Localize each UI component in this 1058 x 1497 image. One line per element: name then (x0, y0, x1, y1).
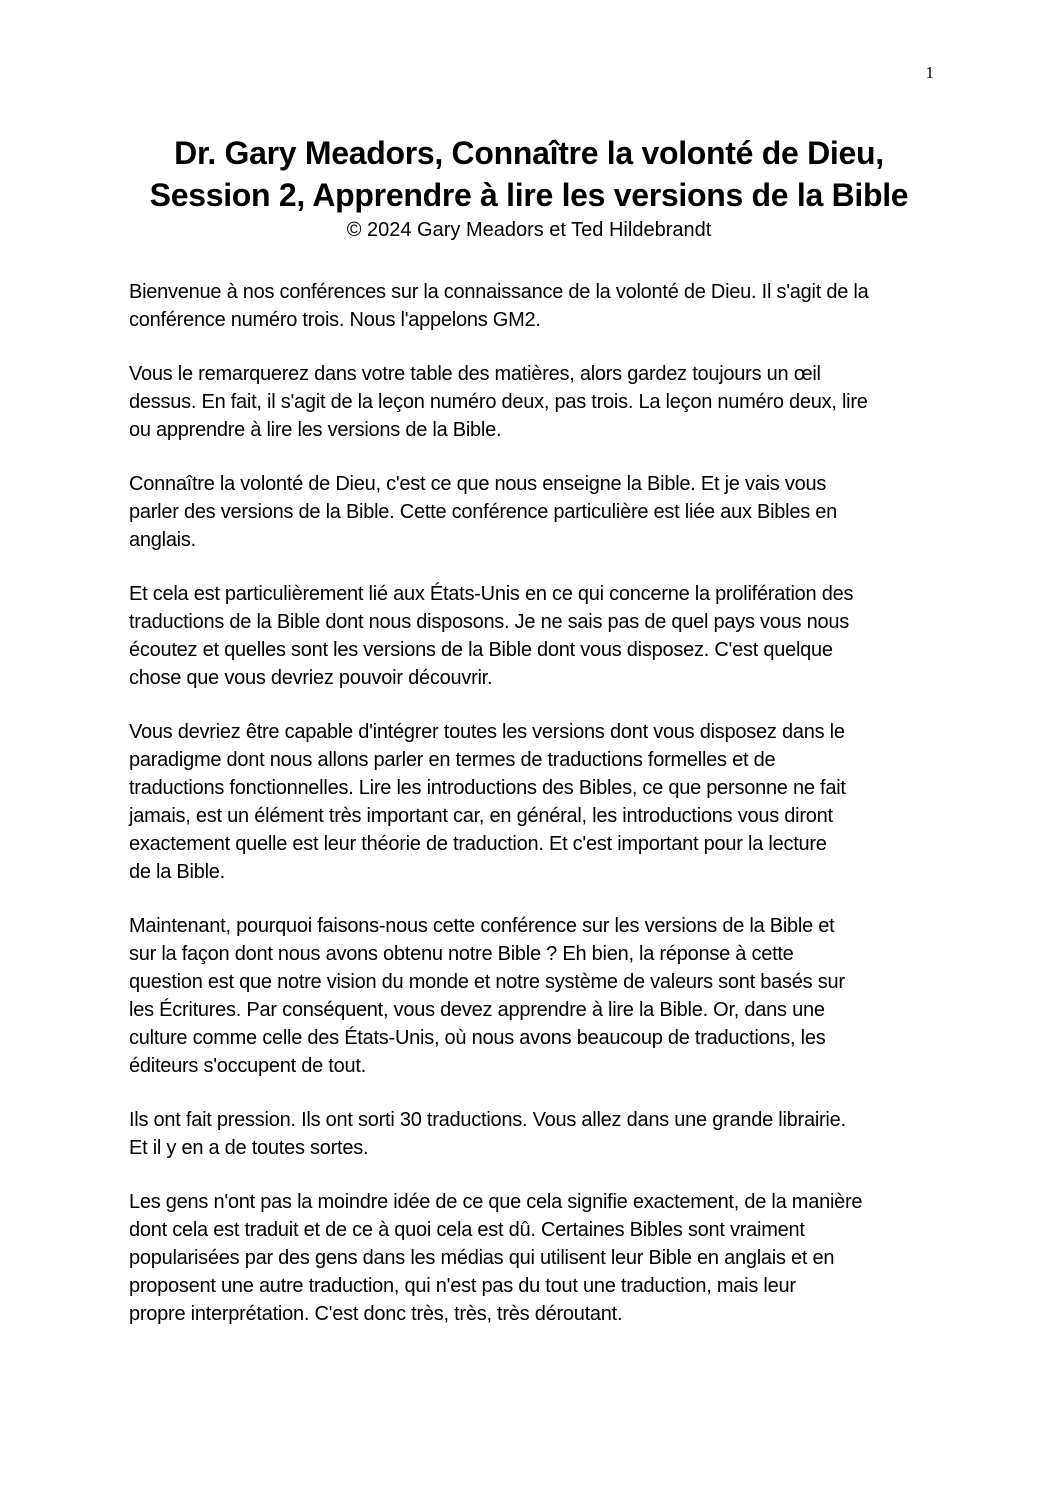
paragraph-7 (129, 1106, 939, 1162)
document-title-line-1: Dr. Gary Meadors, Connaître la volonté de Dieu, (174, 135, 884, 171)
paragraph-1 (129, 278, 939, 334)
paragraph-2 (129, 360, 939, 444)
paragraph-line: question est que notre vision du monde et notre système de valeurs sont basés sur (129, 971, 845, 993)
paragraph-line: Et cela est particulièrement lié aux États-Unis en ce qui concerne la prolifération des (129, 583, 854, 605)
paragraph-line: Ils ont fait pression. Ils ont sorti 30 traductions. Vous allez dans une grande librairie. (129, 1109, 846, 1131)
paragraph-8 (129, 1188, 939, 1328)
paragraph-line: exactement quelle est leur théorie de traduction. Et c'est important pour la lecture (129, 833, 827, 855)
paragraph-line: les Écritures. Par conséquent, vous devez apprendre à lire la Bible. Or, dans une (129, 999, 825, 1021)
paragraph-6 (129, 912, 939, 1080)
paragraph-line: anglais. (129, 529, 196, 551)
paragraph-5 (129, 718, 939, 886)
paragraph-line: dessus. En fait, il s'agit de la leçon numéro deux, pas trois. La leçon numéro deux, lire (129, 391, 868, 413)
paragraph-3 (129, 470, 939, 554)
paragraph-line: Les gens n'ont pas la moindre idée de ce que cela signifie exactement, de la manière (129, 1191, 863, 1213)
paragraph-line: éditeurs s'occupent de tout. (129, 1055, 366, 1077)
paragraph-line: Maintenant, pourquoi faisons-nous cette conférence sur les versions de la Bible et (129, 915, 835, 937)
paragraph-line: sur la façon dont nous avons obtenu notre Bible ? Eh bien, la réponse à cette (129, 943, 794, 965)
paragraph-line: conférence numéro trois. Nous l'appelons GM2. (129, 309, 541, 331)
document-body (129, 278, 939, 1354)
copyright-notice: © 2024 Gary Meadors et Ted Hildebrandt (346, 219, 712, 241)
paragraph-line: paradigme dont nous allons parler en termes de traductions formelles et de (129, 749, 776, 771)
paragraph-line: culture comme celle des États-Unis, où nous avons beaucoup de traductions, les (129, 1027, 826, 1049)
paragraph-line: traductions fonctionnelles. Lire les introductions des Bibles, ce que personne ne fait (129, 777, 846, 799)
document-header (60, 132, 998, 242)
paragraph-line: de la Bible. (129, 861, 225, 883)
paragraph-line: parler des versions de la Bible. Cette conférence particulière est liée aux Bibles en (129, 501, 838, 523)
paragraph-line: Bienvenue à nos conférences sur la connaissance de la volonté de Dieu. Il s'agit de la (129, 281, 869, 303)
paragraph-line: jamais, est un élément très important car, en général, les introductions vous diront (129, 805, 833, 827)
paragraph-line: proposent une autre traduction, qui n'est pas du tout une traduction, mais leur (129, 1275, 796, 1297)
paragraph-4 (129, 580, 939, 692)
document-title-line-2: Session 2, Apprendre à lire les versions de la Bible (149, 177, 909, 213)
paragraph-line: ou apprendre à lire les versions de la Bible. (129, 419, 502, 441)
paragraph-line: Vous le remarquerez dans votre table des matières, alors gardez toujours un œil (129, 363, 821, 385)
paragraph-line: Connaître la volonté de Dieu, c'est ce que nous enseigne la Bible. Et je vais vous (129, 473, 827, 495)
paragraph-line: Vous devriez être capable d'intégrer toutes les versions dont vous disposez dans le (129, 721, 845, 743)
paragraph-line: propre interprétation. C'est donc très, très, très déroutant. (129, 1303, 623, 1325)
paragraph-line: traductions de la Bible dont nous disposons. Je ne sais pas de quel pays vous nous (129, 611, 849, 633)
paragraph-line: chose que vous devriez pouvoir découvrir. (129, 667, 493, 689)
paragraph-line: Et il y en a de toutes sortes. (129, 1137, 369, 1159)
paragraph-line: écoutez et quelles sont les versions de la Bible dont vous disposez. C'est quelque (129, 639, 833, 661)
page-number: 1 (925, 63, 934, 82)
paragraph-line: dont cela est traduit et de ce à quoi cela est dû. Certaines Bibles sont vraiment (129, 1219, 805, 1241)
paragraph-line: popularisées par des gens dans les médias qui utilisent leur Bible en anglais et en (129, 1247, 835, 1269)
